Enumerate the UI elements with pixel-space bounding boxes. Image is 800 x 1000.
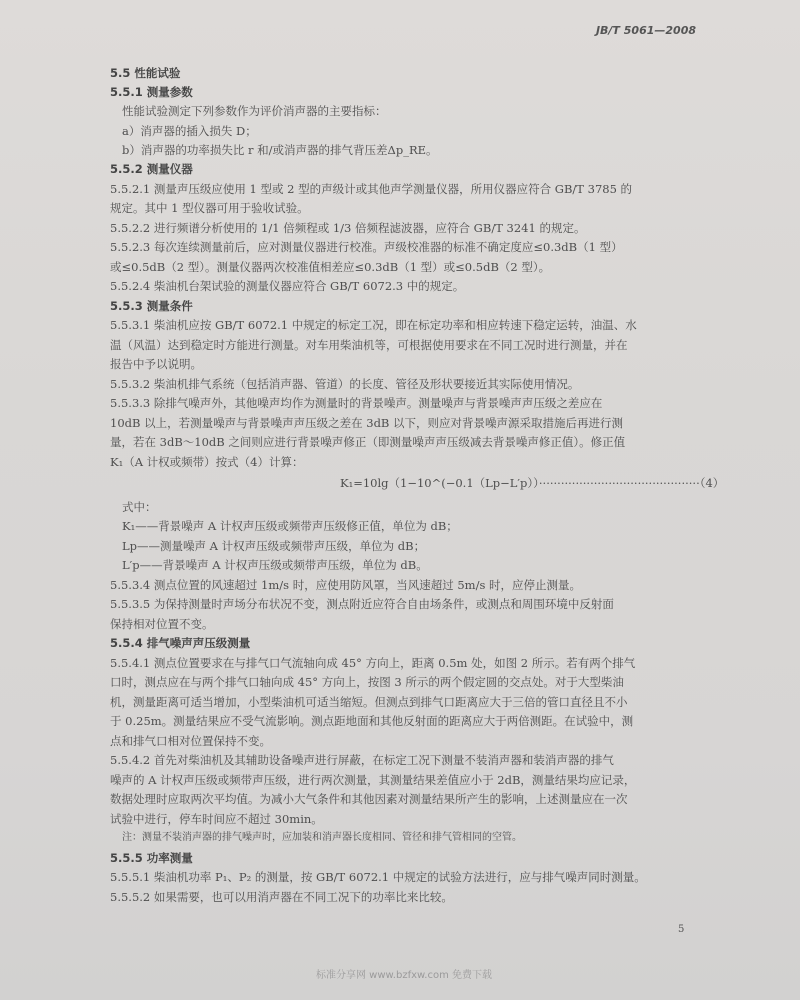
text-line: 于 0.25m。测量结果应不受气流影响。测点距地面和其他反射面的距离应大于两倍测距。在试验中，测 <box>110 714 634 728</box>
page-number: 5 <box>678 924 685 935</box>
footer-watermark: 标准分享网 www.bzfxw.com 免费下载 <box>316 970 492 981</box>
section-heading: 5.5.2 测量仪器 <box>110 162 193 176</box>
section-heading: 5.5.1 测量参数 <box>110 85 193 99</box>
text-line: 10dB 以上，若测量噪声与背景噪声声压级之差在 3dB 以下，则应对背景噪声源采取措施后再进行测 <box>110 416 624 430</box>
text-line: b）消声器的功率损失比 r 和/或消声器的排气背压差Δp_RE。 <box>122 143 438 157</box>
text-line: 5.5.3.1 柴油机应按 GB/T 6072.1 中规定的标定工况，即在标定功率和相应转速下稳定运转，油温、水 <box>110 318 637 332</box>
text-line: 5.5.3.2 柴油机排气系统（包括消声器、管道）的长度、管径及形状要接近其实际使用情况。 <box>110 377 580 391</box>
text-line: 5.5.4.1 测点位置要求在与排气口气流轴向成 45° 方向上，距离 0.5m 处，如图 2 所示。若有两个排气 <box>110 656 636 670</box>
text-line: 5.5.3.5 为保持测量时声场分布状况不变，测点附近应符合自由场条件，或测点和周围环境中反射面 <box>110 597 614 611</box>
text-line: a）消声器的插入损失 D； <box>122 124 257 138</box>
text-line: K₁=10lg（1−10^(−0.1（Lp−L′p））············································（4） <box>340 476 725 490</box>
section-heading: 5.5 性能试验 <box>110 66 181 80</box>
text-line: 5.5.3.3 除排气噪声外，其他噪声均作为测量时的背景噪声。测量噪声与背景噪声声压级之差应在 <box>110 396 603 410</box>
text-line: K₁（A 计权或频带）按式（4）计算： <box>110 455 304 469</box>
text-line: 5.5.2.3 每次连续测量前后，应对测量仪器进行校准。声级校准器的标准不确定度应≤0.3dB（1 型） <box>110 240 623 254</box>
text-line: 保持相对位置不变。 <box>110 617 214 631</box>
text-line: 5.5.5.1 柴油机功率 P₁、P₂ 的测量，按 GB/T 6072.1 中规定的试验方法进行，应与排气噪声同时测量。 <box>110 870 646 884</box>
text-line: 试验中进行，停车时间应不超过 30min。 <box>110 812 323 826</box>
text-line: 温（风温）达到稳定时方能进行测量。对车用柴油机等，可根据使用要求在不同工况时进行测量，并在 <box>110 338 628 352</box>
text-line: 机，测量距离可适当增加，小型柴油机可适当缩短。但测点到排气口距离应大于三倍的管口直径且不小 <box>110 695 628 709</box>
text-line: 规定。其中 1 型仪器可用于验收试验。 <box>110 201 309 215</box>
text-line: 5.5.2.1 测量声压级应使用 1 型或 2 型的声级计或其他声学测量仪器，所用仪器应符合 GB/T 3785 的 <box>110 182 633 196</box>
text-line: K₁——背景噪声 A 计权声压级或频带声压级修正值，单位为 dB； <box>122 519 458 533</box>
text-line: 5.5.3.4 测点位置的风速超过 1m/s 时，应使用防风罩，当风速超过 5m/s 时，应停止测量。 <box>110 578 582 592</box>
text-line: 点和排气口相对位置保持不变。 <box>110 734 271 748</box>
text-line: 量，若在 3dB～10dB 之间则应进行背景噪声修正（即测量噪声声压级减去背景噪声修正值）。修正值 <box>110 435 626 449</box>
text-line: 5.5.5.2 如果需要，也可以用消声器在不同工况下的功率比来比较。 <box>110 890 453 904</box>
text-line: L′p——背景噪声 A 计权声压级或频带声压级，单位为 dB。 <box>122 558 428 572</box>
text-line: Lp——测量噪声 A 计权声压级或频带声压级，单位为 dB； <box>122 539 426 553</box>
section-heading: 5.5.3 测量条件 <box>110 299 193 313</box>
text-line: 或≤0.5dB（2 型）。测量仪器两次校准值相差应≤0.3dB（1 型）或≤0.5dB（2 型）。 <box>110 260 551 274</box>
text-line: 性能试验测定下列参数作为评价消声器的主要指标： <box>122 104 387 118</box>
text-line: 5.5.2.2 进行频谱分析使用的 1/1 倍频程或 1/3 倍频程滤波器，应符合 GB/T 3241 的规定。 <box>110 221 586 235</box>
text-line: 注：测量不装消声器的排气噪声时，应加装和消声器长度相同、管径和排气管相同的空管。 <box>122 832 522 843</box>
text-line: 数据处理时应取两次平均值。为减小大气条件和其他因素对测量结果所产生的影响，上述测量应在一次 <box>110 792 628 806</box>
standard-number-header: JB/T 5061—2008 <box>595 24 696 37</box>
text-line: 5.5.2.4 柴油机台架试验的测量仪器应符合 GB/T 6072.3 中的规定。 <box>110 279 465 293</box>
text-line: 噪声的 A 计权声压级或频带声压级，进行两次测量，其测量结果差值应小于 2dB，测量结果均应记录， <box>110 773 636 787</box>
text-line: 5.5.4.2 首先对柴油机及其辅助设备噪声进行屏蔽，在标定工况下测量不装消声器和装消声器的排气 <box>110 753 614 767</box>
text-line: 口时，测点应在与两个排气口轴向成 45° 方向上，按图 3 所示的两个假定圆的交点处。对于大型柴油 <box>110 675 624 689</box>
section-heading: 5.5.5 功率测量 <box>110 851 193 865</box>
text-line: 式中： <box>122 500 157 514</box>
text-line: 报告中予以说明。 <box>110 357 202 371</box>
section-heading: 5.5.4 排气噪声声压级测量 <box>110 636 251 650</box>
